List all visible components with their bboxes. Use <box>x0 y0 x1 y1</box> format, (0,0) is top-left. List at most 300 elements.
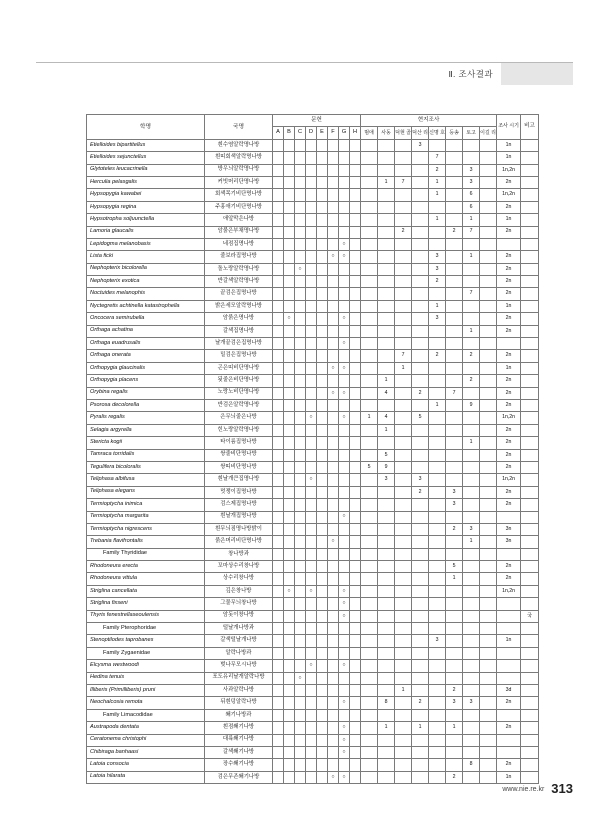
field-survey-cell <box>463 684 480 696</box>
field-survey-cell <box>463 449 480 461</box>
scientific-name: Etielloides sejunctellus <box>87 152 205 164</box>
literature-cell <box>284 697 295 709</box>
remarks-cell <box>521 734 539 746</box>
literature-cell <box>273 759 284 771</box>
col-field-sadong: 사동 <box>378 127 395 139</box>
field-survey-cell <box>361 152 378 164</box>
literature-cell <box>295 313 306 325</box>
literature-cell <box>295 412 306 424</box>
field-survey-cell <box>429 226 446 238</box>
literature-cell <box>273 660 284 672</box>
field-survey-cell <box>378 201 395 213</box>
literature-cell <box>284 561 295 573</box>
field-survey-cell: 3 <box>429 635 446 647</box>
field-survey-cell <box>480 226 497 238</box>
literature-cell: ○ <box>328 771 339 783</box>
field-survey-cell <box>412 709 429 721</box>
literature-cell <box>295 536 306 548</box>
remarks-cell <box>521 375 539 387</box>
scientific-name: Hypsotropha soljuunctella <box>87 214 205 226</box>
col-lit-c: C <box>295 127 306 139</box>
literature-cell: ○ <box>339 660 350 672</box>
literature-cell <box>284 412 295 424</box>
literature-cell <box>350 746 361 758</box>
literature-cell <box>273 684 284 696</box>
field-survey-cell <box>378 338 395 350</box>
remarks-cell <box>521 585 539 597</box>
survey-period-cell <box>497 548 521 560</box>
remarks-cell <box>521 214 539 226</box>
literature-cell <box>306 610 317 622</box>
table-row <box>87 746 539 758</box>
header-rule <box>36 62 573 63</box>
field-survey-cell: 1 <box>463 325 480 337</box>
scientific-name: Trebania flavifrontalis <box>87 536 205 548</box>
literature-cell <box>317 201 328 213</box>
survey-period-cell: 2n <box>497 449 521 461</box>
literature-cell <box>317 660 328 672</box>
remarks-cell <box>521 672 539 684</box>
field-survey-cell: 1 <box>463 437 480 449</box>
field-survey-cell <box>429 561 446 573</box>
literature-cell <box>295 189 306 201</box>
korean-name: 흰띠회색알락명나방 <box>205 152 273 164</box>
field-survey-cell <box>429 511 446 523</box>
field-survey-cell <box>412 300 429 312</box>
field-survey-cell <box>378 238 395 250</box>
field-survey-cell: 3 <box>446 697 463 709</box>
literature-cell <box>284 449 295 461</box>
field-survey-cell <box>412 164 429 176</box>
scientific-name: Termioptycha margarita <box>87 511 205 523</box>
literature-cell <box>350 697 361 709</box>
survey-period-cell: 2n <box>497 325 521 337</box>
field-survey-cell <box>463 499 480 511</box>
korean-name: 네점집명나방 <box>205 238 273 250</box>
field-survey-cell: 8 <box>463 759 480 771</box>
literature-cell <box>317 189 328 201</box>
field-survey-cell <box>378 734 395 746</box>
literature-cell <box>328 176 339 188</box>
literature-cell: ○ <box>284 313 295 325</box>
field-survey-cell: 2 <box>412 387 429 399</box>
literature-cell <box>339 176 350 188</box>
literature-cell <box>350 474 361 486</box>
field-survey-cell <box>429 684 446 696</box>
literature-cell <box>284 660 295 672</box>
literature-cell <box>317 139 328 151</box>
field-survey-cell <box>412 449 429 461</box>
survey-period-cell: 1n <box>497 152 521 164</box>
literature-cell: ○ <box>339 610 350 622</box>
field-survey-cell <box>361 176 378 188</box>
field-survey-cell <box>412 276 429 288</box>
table-row <box>87 201 539 213</box>
literature-cell <box>295 214 306 226</box>
literature-cell <box>306 573 317 585</box>
col-lit-e: E <box>317 127 328 139</box>
literature-cell: ○ <box>295 672 306 684</box>
field-survey-cell <box>480 486 497 498</box>
field-survey-cell <box>361 437 378 449</box>
field-survey-cell <box>395 499 412 511</box>
field-survey-cell <box>446 511 463 523</box>
field-survey-cell <box>463 672 480 684</box>
field-survey-cell <box>361 474 378 486</box>
literature-cell <box>350 276 361 288</box>
field-survey-cell: 6 <box>463 189 480 201</box>
literature-cell <box>317 238 328 250</box>
field-survey-cell <box>480 709 497 721</box>
field-survey-cell: 2 <box>412 486 429 498</box>
survey-period-cell: 2n <box>497 424 521 436</box>
field-survey-cell <box>361 548 378 560</box>
field-survey-cell <box>463 139 480 151</box>
scientific-name: Orthopygia glaucinalis <box>87 362 205 374</box>
field-survey-cell <box>480 536 497 548</box>
field-survey-cell <box>412 746 429 758</box>
scientific-name: Psorosa decolorella <box>87 399 205 411</box>
literature-cell: ○ <box>339 585 350 597</box>
literature-cell <box>317 536 328 548</box>
survey-period-cell: 2n <box>497 759 521 771</box>
literature-cell <box>328 697 339 709</box>
field-survey-cell <box>429 734 446 746</box>
field-survey-cell <box>480 672 497 684</box>
field-survey-cell <box>446 263 463 275</box>
literature-cell <box>317 561 328 573</box>
survey-period-cell <box>497 598 521 610</box>
field-survey-cell <box>480 387 497 399</box>
literature-cell <box>317 486 328 498</box>
literature-cell <box>273 511 284 523</box>
field-survey-cell <box>395 263 412 275</box>
field-survey-cell <box>412 585 429 597</box>
scientific-name: Latoia consocia <box>87 759 205 771</box>
field-survey-cell <box>378 598 395 610</box>
literature-cell <box>328 263 339 275</box>
literature-cell <box>339 573 350 585</box>
field-survey-cell <box>361 734 378 746</box>
remarks-cell <box>521 325 539 337</box>
field-survey-cell <box>361 226 378 238</box>
survey-period-cell: 2n <box>497 201 521 213</box>
remarks-cell <box>521 548 539 560</box>
literature-cell <box>284 350 295 362</box>
literature-cell <box>350 709 361 721</box>
table-row <box>87 561 539 573</box>
field-survey-cell <box>463 635 480 647</box>
survey-period-cell: 3n <box>497 523 521 535</box>
footer-url: www.nie.re.kr <box>502 786 545 793</box>
field-survey-cell: 1 <box>446 722 463 734</box>
field-survey-cell <box>446 536 463 548</box>
table-row <box>87 647 539 659</box>
survey-period-cell: 1n,2n <box>497 585 521 597</box>
field-survey-cell <box>446 338 463 350</box>
field-survey-cell <box>361 523 378 535</box>
field-survey-cell: 7 <box>446 387 463 399</box>
table-row <box>87 412 539 424</box>
field-survey-cell <box>429 623 446 635</box>
field-survey-cell <box>378 325 395 337</box>
family-name: Family Thyrididae <box>87 548 205 560</box>
literature-cell <box>284 598 295 610</box>
scientific-name: Chibiraga banhaasi <box>87 746 205 758</box>
korean-name: 뒤흰덩알락나방 <box>205 697 273 709</box>
literature-cell <box>273 635 284 647</box>
field-survey-cell <box>378 771 395 783</box>
field-survey-cell: 4 <box>378 387 395 399</box>
literature-cell <box>295 771 306 783</box>
field-survey-cell <box>412 189 429 201</box>
literature-cell <box>306 759 317 771</box>
literature-cell <box>317 697 328 709</box>
korean-name: 애앞막은나방 <box>205 214 273 226</box>
literature-cell <box>317 635 328 647</box>
literature-cell <box>317 350 328 362</box>
col-group-field-survey: 현지조사 <box>361 115 497 127</box>
field-survey-cell <box>395 201 412 213</box>
field-survey-cell <box>429 647 446 659</box>
literature-cell: ○ <box>339 313 350 325</box>
literature-cell <box>339 201 350 213</box>
scientific-name: Herculia pelasgalis <box>87 176 205 188</box>
survey-period-cell: 1n,2n <box>497 189 521 201</box>
field-survey-cell: 9 <box>378 461 395 473</box>
literature-cell <box>328 486 339 498</box>
korean-name: 쌍줄비단명나방 <box>205 449 273 461</box>
field-survey-cell <box>361 722 378 734</box>
field-survey-cell <box>480 214 497 226</box>
survey-period-cell <box>497 660 521 672</box>
korean-name: 날개끝검은집명나방 <box>205 338 273 350</box>
literature-cell <box>295 610 306 622</box>
field-survey-cell <box>480 288 497 300</box>
field-survey-cell <box>463 461 480 473</box>
survey-period-cell <box>497 338 521 350</box>
scientific-name: Tamraca torridalis <box>87 449 205 461</box>
literature-cell: ○ <box>306 585 317 597</box>
field-survey-cell <box>463 263 480 275</box>
table-row <box>87 214 539 226</box>
field-survey-cell <box>480 684 497 696</box>
field-survey-cell <box>395 139 412 151</box>
scientific-name: Striglina cancellata <box>87 585 205 597</box>
scientific-name: Lamoria glaucalis <box>87 226 205 238</box>
field-survey-cell <box>395 746 412 758</box>
field-survey-cell: 9 <box>463 399 480 411</box>
col-field-deoksanri: 덕산 리 <box>412 127 429 139</box>
field-survey-cell <box>446 375 463 387</box>
field-survey-cell <box>429 573 446 585</box>
field-survey-cell <box>429 437 446 449</box>
korean-name: 노랑노비단명나방 <box>205 387 273 399</box>
literature-cell <box>284 399 295 411</box>
field-survey-cell <box>480 251 497 263</box>
col-survey-period: 조사 시기 <box>497 115 521 140</box>
literature-cell <box>295 362 306 374</box>
literature-cell <box>317 375 328 387</box>
field-survey-cell <box>463 486 480 498</box>
scientific-name: Nephopterix exotica <box>87 276 205 288</box>
field-survey-cell <box>412 598 429 610</box>
field-survey-cell <box>361 697 378 709</box>
field-survey-cell <box>429 709 446 721</box>
field-survey-cell <box>412 610 429 622</box>
literature-cell <box>295 499 306 511</box>
literature-cell <box>284 548 295 560</box>
field-survey-cell <box>412 437 429 449</box>
field-survey-cell <box>361 672 378 684</box>
field-survey-cell <box>378 362 395 374</box>
field-survey-cell: 6 <box>463 201 480 213</box>
literature-cell <box>350 585 361 597</box>
field-survey-cell <box>480 561 497 573</box>
literature-cell <box>295 238 306 250</box>
literature-cell <box>306 647 317 659</box>
literature-cell <box>350 300 361 312</box>
literature-cell <box>317 288 328 300</box>
remarks-cell <box>521 338 539 350</box>
field-survey-cell <box>480 176 497 188</box>
literature-cell <box>350 561 361 573</box>
literature-cell <box>350 214 361 226</box>
survey-period-cell: 2n <box>497 573 521 585</box>
field-survey-cell <box>395 635 412 647</box>
field-survey-cell <box>378 263 395 275</box>
scientific-name: Termioptycha nigrescens <box>87 523 205 535</box>
scientific-name: Stenoptilodes taprobanes <box>87 635 205 647</box>
korean-name: 돌노랑알락명나방 <box>205 263 273 275</box>
literature-cell <box>273 375 284 387</box>
field-survey-cell <box>361 647 378 659</box>
literature-cell: ○ <box>306 660 317 672</box>
scientific-name: Teliphasa albifusa <box>87 474 205 486</box>
literature-cell <box>306 226 317 238</box>
literature-cell <box>317 598 328 610</box>
remarks-cell <box>521 709 539 721</box>
literature-cell <box>317 424 328 436</box>
field-survey-cell <box>480 201 497 213</box>
literature-cell <box>306 214 317 226</box>
literature-cell <box>273 362 284 374</box>
literature-cell <box>284 152 295 164</box>
field-survey-cell <box>412 201 429 213</box>
literature-cell <box>328 276 339 288</box>
remarks-cell <box>521 647 539 659</box>
field-survey-cell <box>446 276 463 288</box>
field-survey-cell <box>446 300 463 312</box>
field-survey-cell <box>446 449 463 461</box>
scientific-name: Rhodoneura erecta <box>87 561 205 573</box>
literature-cell <box>339 647 350 659</box>
literature-cell <box>306 449 317 461</box>
literature-cell <box>295 300 306 312</box>
literature-cell <box>295 511 306 523</box>
field-survey-cell <box>378 437 395 449</box>
literature-cell <box>317 771 328 783</box>
field-survey-cell: 1 <box>378 176 395 188</box>
literature-cell <box>328 684 339 696</box>
literature-cell <box>306 399 317 411</box>
korean-name: 갈색쐐기나방 <box>205 746 273 758</box>
field-survey-cell <box>412 226 429 238</box>
korean-name: 검은무존쐐기나방 <box>205 771 273 783</box>
field-survey-cell <box>446 214 463 226</box>
literature-cell <box>328 548 339 560</box>
literature-cell <box>295 486 306 498</box>
literature-cell <box>295 424 306 436</box>
literature-cell <box>317 647 328 659</box>
table-row <box>87 499 539 511</box>
literature-cell <box>339 474 350 486</box>
field-survey-cell: 2 <box>446 226 463 238</box>
species-table <box>86 114 539 784</box>
field-survey-cell: 3 <box>429 263 446 275</box>
literature-cell <box>317 722 328 734</box>
literature-cell: ○ <box>295 263 306 275</box>
literature-cell <box>273 412 284 424</box>
literature-cell <box>339 189 350 201</box>
korean-name: 검스제집명나방 <box>205 499 273 511</box>
literature-cell <box>284 300 295 312</box>
field-survey-cell: 2 <box>395 226 412 238</box>
literature-cell <box>339 561 350 573</box>
field-survey-cell <box>378 585 395 597</box>
header-section-title: Ⅱ. 조사결과 <box>448 69 493 79</box>
field-survey-cell <box>480 437 497 449</box>
table-row <box>87 635 539 647</box>
korean-name: 벚나무모시나방 <box>205 660 273 672</box>
table-row <box>87 722 539 734</box>
field-survey-cell <box>480 499 497 511</box>
literature-cell <box>273 288 284 300</box>
field-survey-cell <box>361 300 378 312</box>
literature-cell: ○ <box>328 536 339 548</box>
literature-cell <box>295 474 306 486</box>
scientific-name: Hedina tenuis <box>87 672 205 684</box>
literature-cell <box>306 598 317 610</box>
field-survey-cell <box>463 709 480 721</box>
remarks-cell <box>521 139 539 151</box>
table-row <box>87 313 539 325</box>
field-survey-cell <box>480 313 497 325</box>
field-survey-cell <box>480 399 497 411</box>
col-lit-a: A <box>273 127 284 139</box>
literature-cell <box>306 424 317 436</box>
field-survey-cell <box>412 573 429 585</box>
field-survey-cell <box>429 238 446 250</box>
literature-cell <box>284 164 295 176</box>
field-survey-cell <box>480 139 497 151</box>
literature-cell <box>273 610 284 622</box>
literature-cell: ○ <box>339 362 350 374</box>
literature-cell <box>339 152 350 164</box>
literature-cell <box>284 375 295 387</box>
literature-cell <box>350 263 361 275</box>
field-survey-cell <box>395 722 412 734</box>
remarks-cell <box>521 313 539 325</box>
literature-cell <box>339 263 350 275</box>
field-survey-cell <box>378 313 395 325</box>
literature-cell <box>328 647 339 659</box>
field-survey-cell <box>361 561 378 573</box>
field-survey-cell <box>361 536 378 548</box>
literature-cell <box>306 276 317 288</box>
field-survey-cell <box>429 660 446 672</box>
scientific-name: Elcysma westwoodi <box>87 660 205 672</box>
